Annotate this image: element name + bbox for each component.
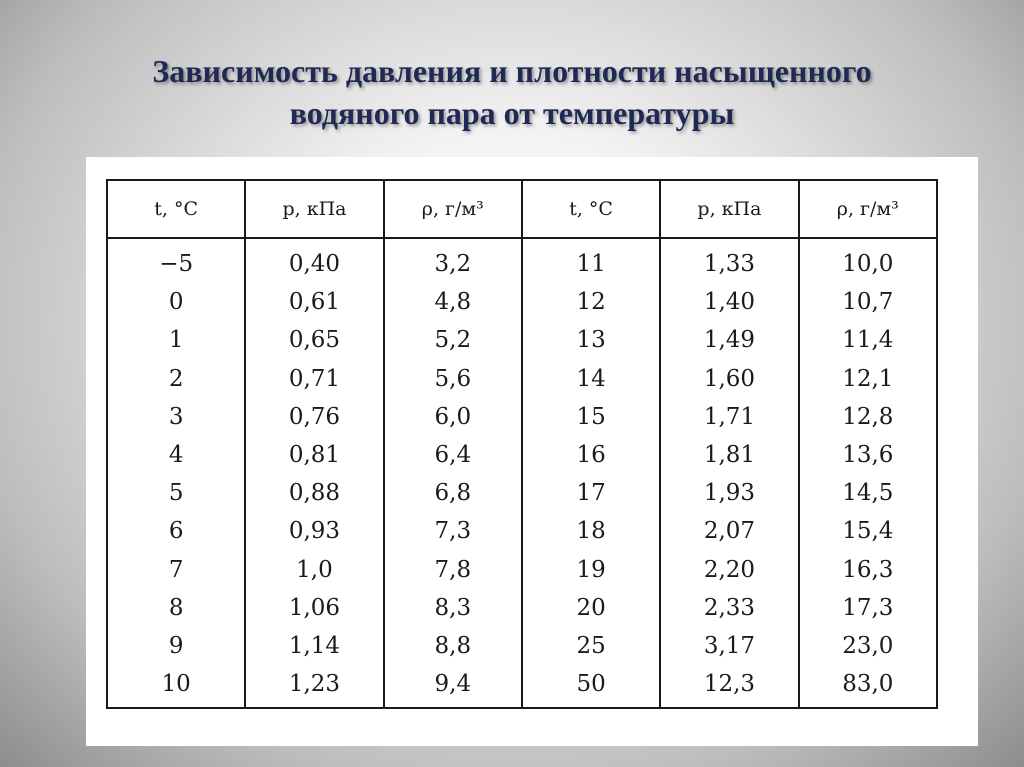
cell-temperature-1: 7	[168, 556, 184, 583]
cell-pressure-2: 2,07	[660, 512, 798, 550]
cell-density-1: 6,0	[384, 398, 522, 436]
cell-pressure-1: 0,71	[245, 360, 383, 398]
cell-pressure-2: 2,33	[660, 589, 798, 627]
cell-density-1: 4,8	[384, 283, 522, 321]
cell-temperature-1: 1	[168, 327, 184, 354]
cell-density-1: 7,3	[384, 512, 522, 550]
header-temperature-1: t, °C	[107, 180, 245, 238]
cell-temperature-1: 3	[168, 403, 184, 430]
cell-density-2: 12,1	[799, 360, 937, 398]
cell-pressure-1: 1,14	[245, 627, 383, 665]
cell-pressure-1: 0,93	[245, 512, 383, 550]
cell-pressure-2: 2,20	[660, 551, 798, 589]
cell-pressure-2: 1,81	[660, 436, 798, 474]
table-row	[107, 627, 937, 665]
cell-density-2: 12,8	[799, 398, 937, 436]
cell-temperature-1: −5	[159, 251, 194, 278]
header-pressure-1: p, кПа	[245, 180, 383, 238]
table-row	[107, 512, 937, 550]
cell-pressure-1: 0,65	[245, 321, 383, 359]
cell-pressure-1: 1,23	[245, 665, 383, 708]
cell-density-1: 8,3	[384, 589, 522, 627]
cell-density-1: 8,8	[384, 627, 522, 665]
cell-density-2: 16,3	[799, 551, 937, 589]
cell-temperature-2: 16	[522, 436, 660, 474]
cell-temperature-2: 50	[522, 665, 660, 708]
cell-density-2: 15,4	[799, 512, 937, 550]
table-row	[107, 398, 937, 436]
cell-temperature-1: 4	[168, 442, 184, 469]
table-row	[107, 665, 937, 708]
slide-title-line-2: водяного пара от температуры	[289, 95, 735, 131]
slide-title-line-1: Зависимость давления и плотности насыщенного	[152, 53, 872, 89]
cell-density-1: 6,4	[384, 436, 522, 474]
cell-pressure-1: 0,40	[245, 238, 383, 283]
cell-temperature-2: 13	[522, 321, 660, 359]
table-row	[107, 589, 937, 627]
cell-temperature-1: 9	[168, 632, 184, 659]
cell-pressure-1: 0,76	[245, 398, 383, 436]
header-temperature-2: t, °C	[522, 180, 660, 238]
cell-density-1: 6,8	[384, 474, 522, 512]
cell-density-2: 17,3	[799, 589, 937, 627]
cell-density-2: 83,0	[799, 665, 937, 708]
cell-temperature-2: 15	[522, 398, 660, 436]
table-row	[107, 238, 937, 283]
table-header-row	[107, 180, 937, 238]
cell-pressure-1: 1,0	[245, 551, 383, 589]
cell-temperature-1: 2	[168, 365, 184, 392]
cell-density-2: 10,7	[799, 283, 937, 321]
cell-temperature-1: 5	[168, 480, 184, 507]
table-row	[107, 321, 937, 359]
cell-temperature-1: 0	[168, 289, 184, 316]
header-density-1: ρ, г/м³	[384, 180, 522, 238]
cell-pressure-2: 1,40	[660, 283, 798, 321]
cell-density-1: 7,8	[384, 551, 522, 589]
table-row	[107, 436, 937, 474]
cell-temperature-2: 25	[522, 627, 660, 665]
cell-density-1: 9,4	[384, 665, 522, 708]
table-row	[107, 360, 937, 398]
table-row	[107, 551, 937, 589]
cell-temperature-2: 12	[522, 283, 660, 321]
slide-title	[0, 50, 1024, 134]
cell-temperature-2: 19	[522, 551, 660, 589]
header-density-2: ρ, г/м³	[799, 180, 937, 238]
cell-temperature-1: 10	[161, 671, 191, 698]
cell-density-2: 11,4	[799, 321, 937, 359]
cell-temperature-2: 17	[522, 474, 660, 512]
cell-pressure-2: 12,3	[660, 665, 798, 708]
cell-pressure-2: 1,33	[660, 238, 798, 283]
cell-temperature-2: 14	[522, 360, 660, 398]
cell-density-1: 5,2	[384, 321, 522, 359]
cell-density-2: 10,0	[799, 238, 937, 283]
table-row	[107, 474, 937, 512]
cell-pressure-2: 3,17	[660, 627, 798, 665]
vapor-pressure-density-table	[106, 179, 938, 709]
cell-pressure-2: 1,71	[660, 398, 798, 436]
cell-density-2: 13,6	[799, 436, 937, 474]
cell-density-2: 14,5	[799, 474, 937, 512]
cell-pressure-1: 0,88	[245, 474, 383, 512]
cell-density-2: 23,0	[799, 627, 937, 665]
cell-temperature-2: 11	[522, 238, 660, 283]
cell-pressure-2: 1,93	[660, 474, 798, 512]
cell-temperature-2: 20	[522, 589, 660, 627]
table-panel	[86, 157, 978, 746]
cell-temperature-1: 8	[168, 594, 184, 621]
cell-pressure-2: 1,49	[660, 321, 798, 359]
cell-pressure-2: 1,60	[660, 360, 798, 398]
header-pressure-2: p, кПа	[660, 180, 798, 238]
cell-pressure-1: 0,61	[245, 283, 383, 321]
cell-density-1: 5,6	[384, 360, 522, 398]
cell-pressure-1: 1,06	[245, 589, 383, 627]
cell-pressure-1: 0,81	[245, 436, 383, 474]
cell-density-1: 3,2	[384, 238, 522, 283]
cell-temperature-1: 6	[168, 518, 184, 545]
cell-temperature-2: 18	[522, 512, 660, 550]
table-row	[107, 283, 937, 321]
